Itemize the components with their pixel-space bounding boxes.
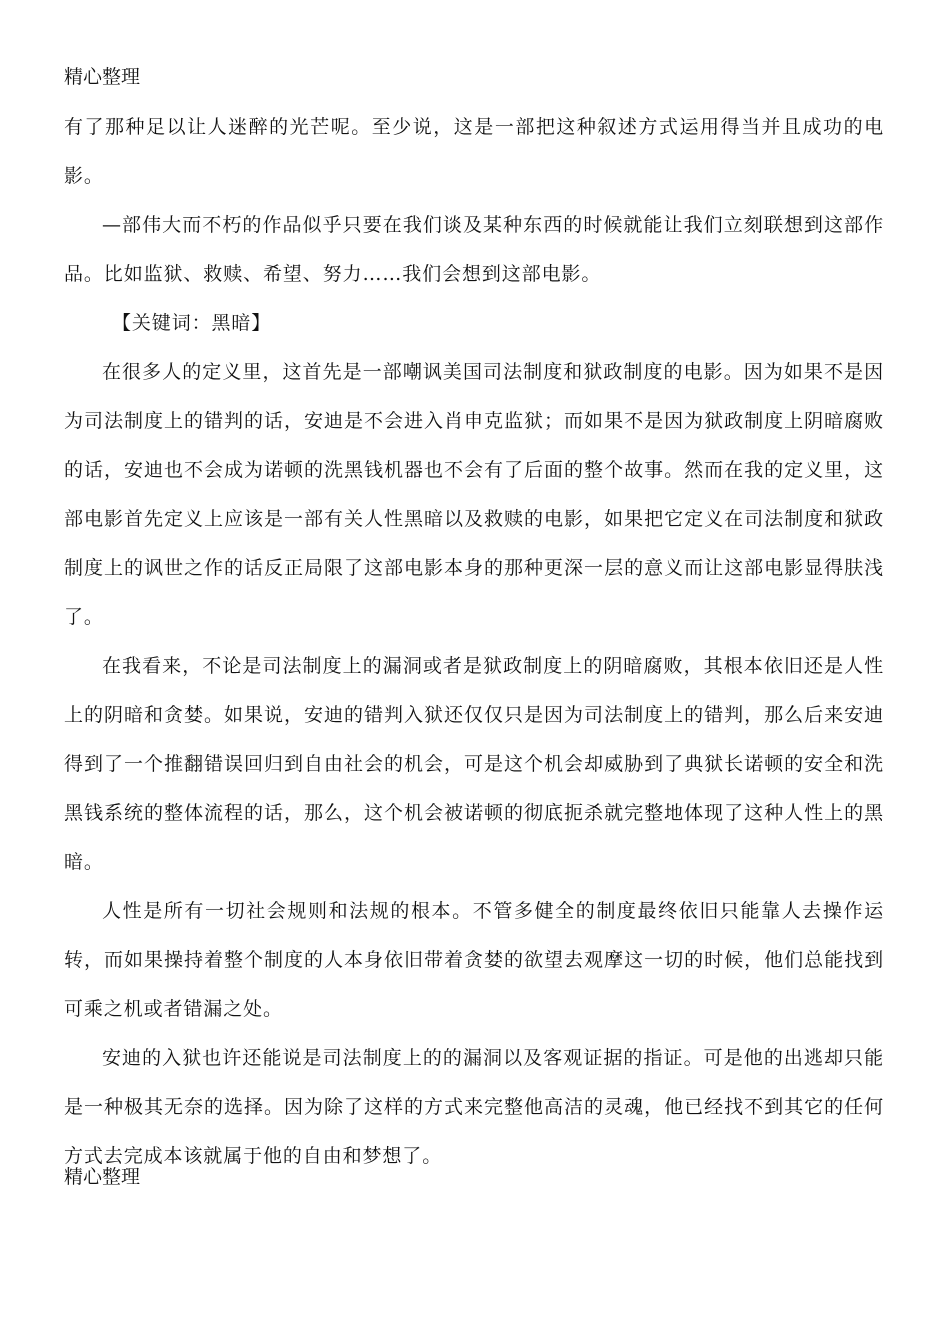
paragraph: 在我看来，不论是司法制度上的漏洞或者是狱政制度上的阴暗腐败，其根本依旧还是人性上的阴暗和贪婪。如果说，安迪的错判入狱还仅仅只是因为司法制度上的错判，那么后来安迪得到了一个推翻错误回归到自由社会的机会，可是这个机会却威胁到了典狱长诺顿的安全和洗黑钱系统的整体流程的话，那么，这个机会被诺顿的彻底扼杀就完整地体现了这种人性上的黑暗。 [64,655,884,873]
article-body [64,103,884,1181]
paragraph-continuation: 有了那种足以让人迷醉的光芒呢。至少说，这是一部把这种叙述方式运用得当并且成功的电影。 [64,116,884,187]
page-header: 精心整理 [64,66,141,88]
paragraph: —部伟大而不朽的作品似乎只要在我们谈及某种东西的时候就能让我们立刻联想到这部作品。比如监狱、救赎、希望、努力……我们会想到这部电影。 [64,214,884,285]
paragraph: 在很多人的定义里，这首先是一部嘲讽美国司法制度和狱政制度的电影。因为如果不是因为司法制度上的错判的话，安迪是不会进入肖申克监狱；而如果不是因为狱政制度上阴暗腐败的话，安迪也不会成为诺顿的洗黑钱机器也不会有了后面的整个故事。然而在我的定义里，这部电影首先定义上应该是一部有关人性黑暗以及救赎的电影，如果把它定义在司法制度和狱政制度上的讽世之作的话反正局限了这部电影本身的那种更深一层的意义而让这部电影显得肤浅了。 [64,361,884,628]
paragraph: 安迪的入狱也许还能说是司法制度上的的漏洞以及客观证据的指证。可是他的出逃却只能是一种极其无奈的选择。因为除了这样的方式来完整他高洁的灵魂，他已经找不到其它的任何方式去完成本该就属于他的自由和梦想了。 [64,1047,884,1167]
paragraph: 人性是所有一切社会规则和法规的根本。不管多健全的制度最终依旧只能靠人去操作运转，而如果操持着整个制度的人本身依旧带着贪婪的欲望去观摩这一切的时候，他们总能找到可乘之机或者错漏之处。 [64,900,884,1020]
keyword-heading: 【关键词：黑暗】 [112,312,272,334]
page-footer: 精心整理 [64,1166,141,1188]
